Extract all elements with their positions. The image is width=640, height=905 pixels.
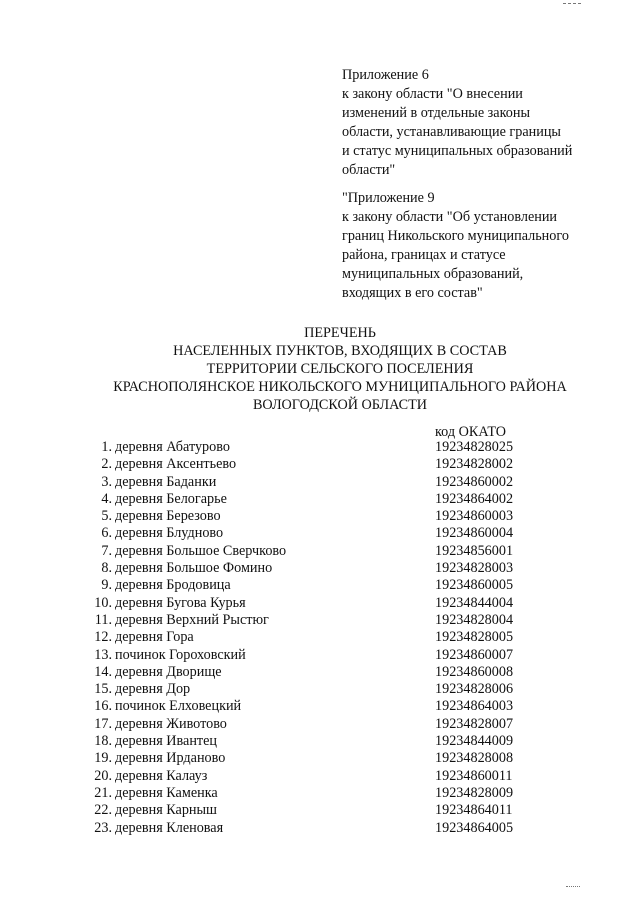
appendix-6-line: области" [342, 162, 396, 178]
appendix-6-line: и статус муниципальных образований [342, 143, 573, 159]
settlement-name: деревня Ирданово [115, 750, 226, 767]
settlement-name: деревня Аксентьево [115, 456, 237, 473]
settlement-number: 5. [101, 508, 112, 525]
okato-code: 19234828006 [435, 681, 514, 698]
appendix-6-line: изменений в отдельные законы [342, 105, 530, 121]
settlement-name: деревня Большое Сверчково [115, 542, 287, 559]
settlement-name: деревня Калауз [115, 767, 208, 784]
settlement-name: починок Гороховский [115, 646, 246, 663]
appendix-9-line: "Приложение 9 [342, 190, 435, 206]
settlement-row [72, 681, 612, 698]
settlement-name: деревня Кленовая [115, 819, 224, 836]
settlement-name: деревня Баданки [115, 473, 217, 490]
okato-column-header: код ОКАТО [435, 424, 507, 440]
settlement-name: деревня Каменка [115, 784, 218, 801]
okato-code: 19234864011 [435, 802, 513, 819]
settlement-row [72, 750, 612, 767]
appendix-9-line: входящих в его состав" [342, 285, 483, 301]
settlement-row [72, 439, 612, 456]
settlement-number: 17. [94, 715, 112, 732]
settlement-row [72, 525, 612, 542]
settlement-name: деревня Дор [115, 681, 191, 698]
settlement-row [72, 612, 612, 629]
okato-code: 19234828007 [435, 715, 514, 732]
settlement-name: деревня Гора [115, 629, 194, 646]
title-line: КРАСНОПОЛЯНСКОЕ НИКОЛЬСКОГО МУНИЦИПАЛЬНОГО РАЙОНА [113, 379, 567, 395]
settlement-name: деревня Ивантец [115, 733, 218, 750]
settlement-number: 19. [94, 750, 112, 767]
settlement-number: 9. [101, 577, 112, 594]
settlement-number: 6. [101, 525, 112, 542]
okato-code: 19234864002 [435, 490, 514, 507]
settlement-name: деревня Блудново [115, 525, 224, 542]
settlement-name: деревня Бродовица [115, 577, 231, 594]
appendix-9-note [342, 189, 612, 303]
scan-mark-bottom [566, 886, 580, 887]
settlement-number: 7. [101, 542, 112, 559]
settlement-row [72, 595, 612, 612]
appendix-9-line: границ Никольского муниципального [342, 228, 569, 244]
settlement-row [72, 802, 612, 819]
settlement-row [72, 491, 612, 508]
settlement-name: деревня Верхний Рыстюг [115, 611, 269, 628]
title-line: ВОЛОГОДСКОЙ ОБЛАСТИ [252, 397, 428, 413]
settlement-row [72, 820, 612, 837]
appendix-9-line: муниципальных образований, [342, 266, 524, 282]
settlement-name: деревня Карныш [115, 802, 217, 819]
settlement-number: 1. [101, 439, 112, 455]
okato-code: 19234860005 [435, 577, 514, 594]
settlement-number: 21. [94, 784, 112, 801]
okato-code: 19234828009 [435, 784, 514, 801]
settlement-number: 2. [101, 456, 112, 473]
title-line: ТЕРРИТОРИИ СЕЛЬСКОГО ПОСЕЛЕНИЯ [206, 361, 474, 377]
okato-code: 19234828003 [435, 560, 514, 577]
okato-code: 19234864003 [435, 698, 514, 715]
settlement-list [72, 439, 612, 837]
settlement-name: деревня Березово [115, 508, 221, 525]
settlement-name: деревня Животово [115, 715, 227, 732]
settlement-name: деревня Большое Фомино [115, 560, 273, 577]
settlement-name: починок Елховецкий [115, 698, 242, 715]
appendix-6-line: Приложение 6 [342, 67, 429, 83]
settlement-number: 14. [94, 663, 112, 680]
settlement-number: 23. [94, 819, 112, 836]
settlement-number: 13. [94, 646, 112, 663]
appendix-6-note [342, 66, 612, 180]
scan-mark-top [563, 3, 581, 4]
okato-code: 19234828025 [435, 439, 514, 455]
okato-code: 19234828002 [435, 456, 514, 473]
document-title [60, 324, 620, 414]
settlement-row [72, 474, 612, 491]
settlement-number: 10. [94, 594, 112, 611]
okato-code: 19234864005 [435, 819, 514, 836]
settlement-row [72, 664, 612, 681]
settlement-number: 8. [101, 560, 112, 577]
settlement-name: деревня Белогарье [115, 490, 227, 507]
settlement-name: деревня Абатурово [115, 439, 230, 455]
appendix-9-line: района, границах и статусе [342, 247, 506, 263]
okato-code: 19234860002 [435, 473, 514, 490]
settlement-row [72, 629, 612, 646]
appendix-6-line: к закону области "О внесении [342, 86, 523, 102]
appendix-9-line: к закону области "Об установлении [342, 209, 558, 225]
okato-code: 19234844009 [435, 733, 514, 750]
okato-code: 19234828005 [435, 629, 514, 646]
okato-code: 19234856001 [435, 542, 514, 559]
settlement-number: 12. [94, 629, 112, 646]
settlement-number: 22. [94, 802, 112, 819]
settlement-name: деревня Дворище [115, 663, 222, 680]
settlement-row [72, 716, 612, 733]
settlement-row [72, 577, 612, 594]
okato-code: 19234828004 [435, 611, 514, 628]
okato-code: 19234844004 [435, 594, 514, 611]
settlement-name: деревня Бугова Курья [115, 594, 246, 611]
settlement-row [72, 768, 612, 785]
okato-code: 19234860011 [435, 767, 513, 784]
settlement-number: 3. [101, 473, 112, 490]
settlement-row [72, 647, 612, 664]
settlement-row [72, 733, 612, 750]
settlement-row [72, 543, 612, 560]
settlement-number: 18. [94, 733, 112, 750]
settlement-number: 4. [101, 490, 112, 507]
okato-code: 19234828008 [435, 750, 514, 767]
settlement-row [72, 698, 612, 715]
settlement-number: 11. [94, 611, 112, 628]
settlement-number: 15. [94, 681, 112, 698]
appendix-6-line: области, устанавливающие границы [342, 124, 561, 140]
settlement-number: 20. [94, 767, 112, 784]
settlement-row [72, 785, 612, 802]
title-line: ПЕРЕЧЕНЬ [304, 325, 376, 341]
settlement-number: 16. [94, 698, 112, 715]
title-line: НАСЕЛЕННЫХ ПУНКТОВ, ВХОДЯЩИХ В СОСТАВ [173, 343, 507, 359]
settlement-row [72, 456, 612, 473]
okato-code: 19234860003 [435, 508, 514, 525]
settlement-row [72, 560, 612, 577]
okato-code: 19234860004 [435, 525, 514, 542]
okato-code: 19234860007 [435, 646, 514, 663]
settlement-row [72, 508, 612, 525]
okato-code: 19234860008 [435, 663, 514, 680]
